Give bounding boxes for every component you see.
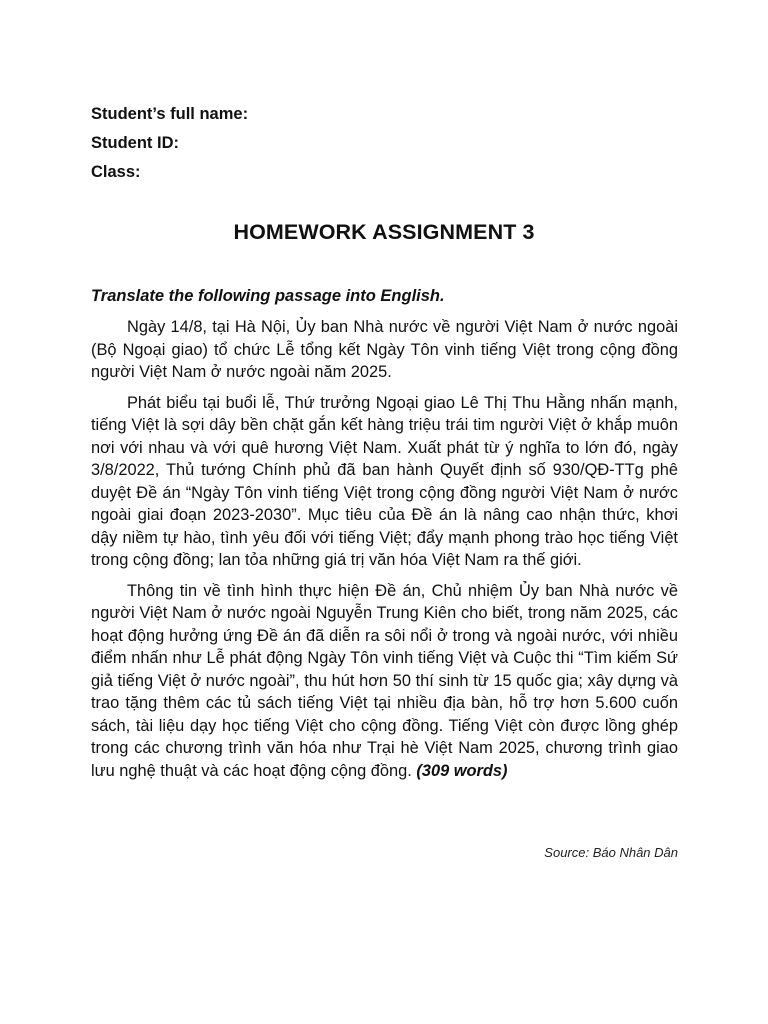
source-citation: Source: Báo Nhân Dân bbox=[544, 845, 678, 860]
class-label: Class: bbox=[91, 163, 141, 181]
passage bbox=[91, 316, 678, 790]
assignment-title: HOMEWORK ASSIGNMENT 3 bbox=[233, 220, 535, 244]
student-info bbox=[91, 100, 248, 187]
passage-paragraph bbox=[91, 580, 678, 783]
instruction-text: Translate the following passage into English. bbox=[91, 287, 445, 305]
word-count: (309 words) bbox=[416, 761, 508, 780]
passage-paragraph: Ngày 14/8, tại Hà Nội, Ủy ban Nhà nước về người Việt Nam ở nước ngoài (Bộ Ngoại giao) tổ chức Lễ tổng kết Ngày Tôn vinh tiếng Việt trong cộng đồng người Việt Nam ở nước ngoài năm 2025. bbox=[91, 318, 678, 381]
passage-paragraph-text: Thông tin về tình hình thực hiện Đề án, Chủ nhiệm Ủy ban Nhà nước về người Việt Nam ở nước ngoài Nguyễn Trung Kiên cho biết, trong năm 2025, các hoạt động hưởng ứng Đề án đã diễn ra sôi nổi ở trong và ngoài nước, với nhiều điểm nhấn như Lễ phát động Ngày Tôn vinh tiếng Việt và Cuộc thi “Tìm kiếm Sứ giả tiếng Việt ở nước ngoài”, thu hút hơn 50 thí sinh từ 15 quốc gia; xây dựng và trao tặng thêm các tủ sách tiếng Việt tại nhiều địa bàn, hỗ trợ hơn 5.600 cuốn sách, tài liệu dạy học tiếng Việt cho cộng đồng. Tiếng Việt còn được lồng ghép trong các chương trình văn hóa như Trại hè Việt Nam 2025, chương trình giao lưu nghệ thuật và các hoạt động cộng đồng. bbox=[91, 581, 678, 780]
student-name-label: Student’s full name: bbox=[91, 105, 249, 123]
student-id-label: Student ID: bbox=[91, 134, 179, 152]
passage-paragraph: Phát biểu tại buổi lễ, Thứ trưởng Ngoại giao Lê Thị Thu Hằng nhấn mạnh, tiếng Việt là sợi dây bền chặt gắn kết hàng triệu trái tim người Việt ở khắp muôn nơi với nhau và với quê hương Việt Nam. Xuất phát từ ý nghĩa to lớn đó, ngày 3/8/2022, Thủ tướng Chính phủ đã ban hành Quyết định số 930/QĐ-TTg phê duyệt Đề án “Ngày Tôn vinh tiếng Việt trong cộng đồng người Việt Nam ở nước ngoài giai đoạn 2023-2030”. Mục tiêu của Đề án là nâng cao nhận thức, khơi dậy niềm tự hào, tình yêu đối với tiếng Việt; đẩy mạnh phong trào học tiếng Việt trong cộng đồng; lan tỏa những giá trị văn hóa Việt Nam ra thế giới. bbox=[91, 393, 678, 569]
